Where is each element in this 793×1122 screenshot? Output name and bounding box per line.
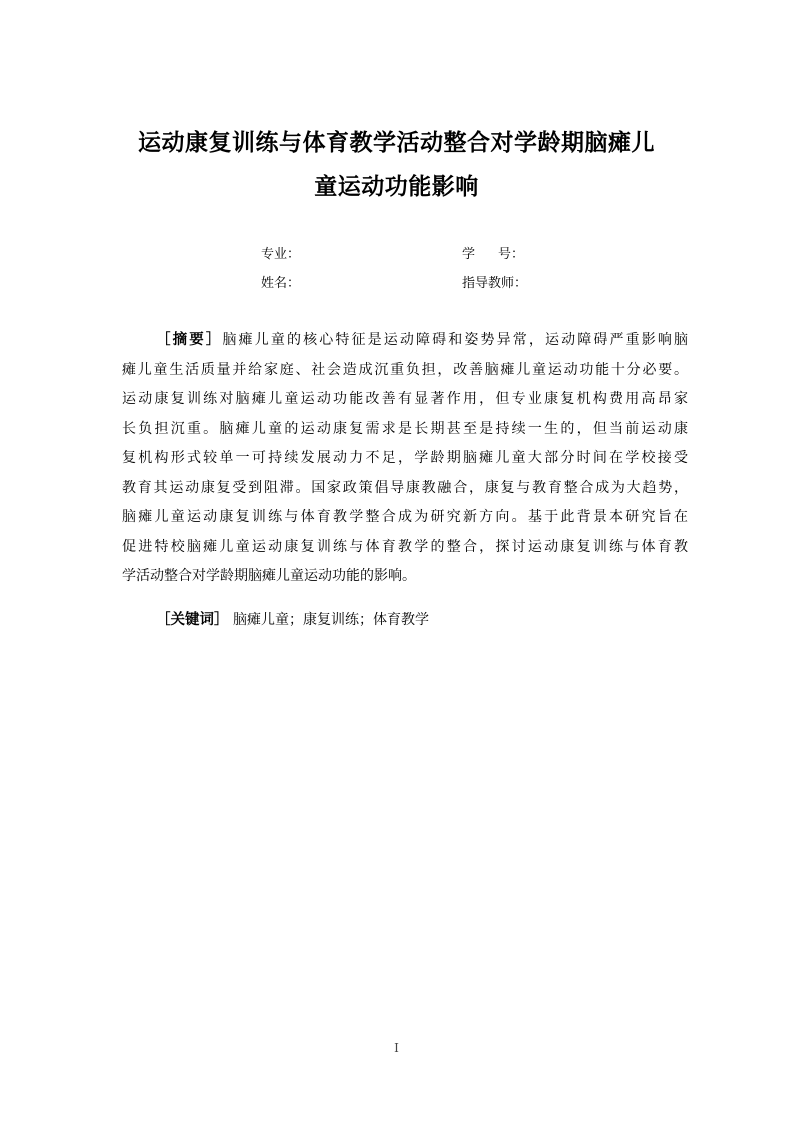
abstract-line-text: 脑瘫儿童的核心特征是运动障碍和姿势异常，运动障碍严重影响脑 [222,332,688,348]
keywords-label: ［关键词］ [156,612,229,628]
student-id-label-part-1: 学 [462,247,499,262]
abstract-paragraph [122,326,688,592]
abstract-line: 促进特校脑瘫儿童运动康复训练与体育教学的整合，探讨运动康复训练与体育教 [122,538,688,555]
abstract-line: 长负担沉重。脑瘫儿童的运动康复需求是长期甚至是持续一生的，但当前运动康 [122,420,688,437]
abstract-line: 脑瘫儿童运动康复训练与体育教学整合成为研究新方向。基于此背景本研究旨在 [122,509,688,525]
document-title-line-1: 运动康复训练与体育教学活动整合对学龄期脑瘫儿 [138,130,655,156]
abstract-line: 瘫儿童生活质量并给家庭、社会造成沉重负担，改善脑瘫儿童运动功能十分必要。 [122,361,688,378]
document-title-line-2: 童运动功能影响 [314,174,479,200]
student-id-label [462,243,524,262]
name-label: 姓名： [261,276,301,291]
abstract-line [122,326,688,356]
student-id-label-part-2: 号： [498,247,525,262]
abstract-line: 学活动整合对学龄期脑瘫儿童运动功能的影响。 [122,568,416,584]
advisor-label: 指导教师： [462,276,528,291]
page-number: I [394,1041,399,1055]
abstract-line: 教育其运动康复受到阻滞。国家政策倡导康教融合，康复与教育整合成为大趋势， [122,479,688,496]
abstract-line: 复机构形式较单一可持续发展动力不足，学龄期脑瘫儿童大部分时间在学校接受 [122,450,688,466]
major-label: 专业： [261,247,301,262]
abstract-label: ［摘要］ [156,332,223,348]
keywords-line [156,606,429,636]
keywords-text: 脑瘫儿童；康复训练；体育教学 [232,612,429,628]
abstract-line: 运动康复训练对脑瘫儿童运动功能改善有显著作用，但专业康复机构费用高昂家 [122,391,688,407]
